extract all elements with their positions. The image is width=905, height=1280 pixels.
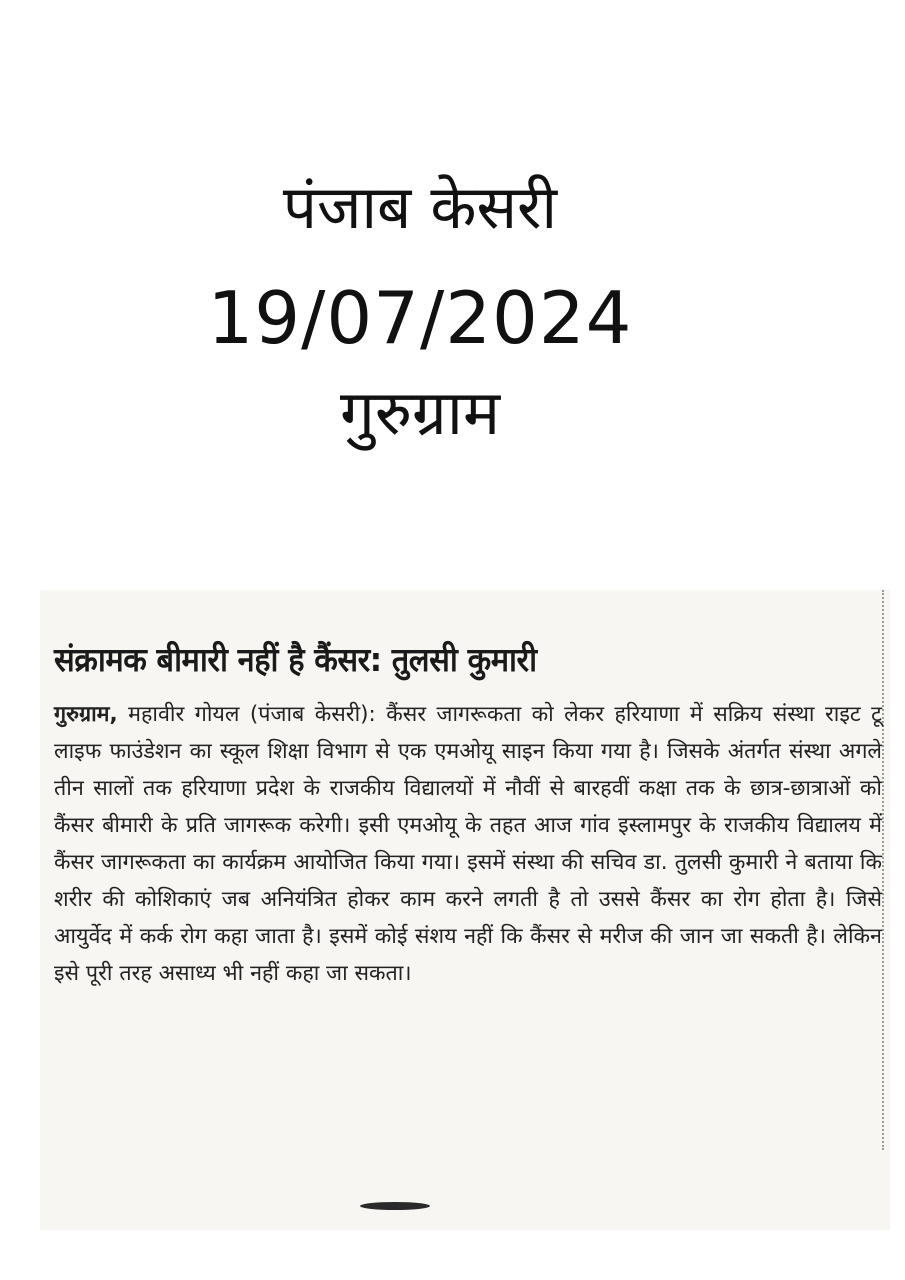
article-dateline: गुरुग्राम,: [54, 702, 118, 727]
print-mark: [360, 1202, 430, 1210]
news-clipping: [40, 590, 890, 1230]
city-name: गुरुग्राम: [339, 376, 501, 449]
article-body: [54, 696, 882, 992]
article-headline: संक्रामक बीमारी नहीं है कैंसर: तुलसी कुमारी: [54, 640, 537, 679]
publication-date: 19/07/2024: [207, 276, 633, 360]
article-body-text: महावीर गोयल (पंजाब केसरी): कैंसर जागरूकता को लेकर हरियाणा में सक्रिय संस्था राइट टू लाइफ फाउंडेशन का स्कूल शिक्षा विभाग से एक एमओयू साइन किया गया है। जिसके अंतर्गत संस्था अगले तीन सालों तक हरियाणा प्रदेश के राजकीय विद्यालयों में नौवीं से बारहवीं कक्षा तक के छात्र-छात्राओं को कैंसर बीमारी के प्रति जागरूक करेगी। इसी एमओयू के तहत आज गांव इस्लामपुर के राजकीय विद्यालय में कैंसर जागरूकता का कार्यक्रम आयोजित किया गया। इसमें संस्था की सचिव डा. तुलसी कुमारी ने बताया कि शरीर की कोशिकाएं जब अनियंत्रित होकर काम करने लगती है तो उससे कैंसर का रोग होता है। जिसे आयुर्वेद में कर्क रोग कहा जाता है। इसमें कोई संशय नहीं कि कैंसर से मरीज की जान जा सकती है। लेकिन इसे पूरी तरह असाध्य भी नहीं कहा जा सकता।: [54, 702, 882, 986]
newspaper-name: पंजाब केसरी: [282, 173, 558, 243]
